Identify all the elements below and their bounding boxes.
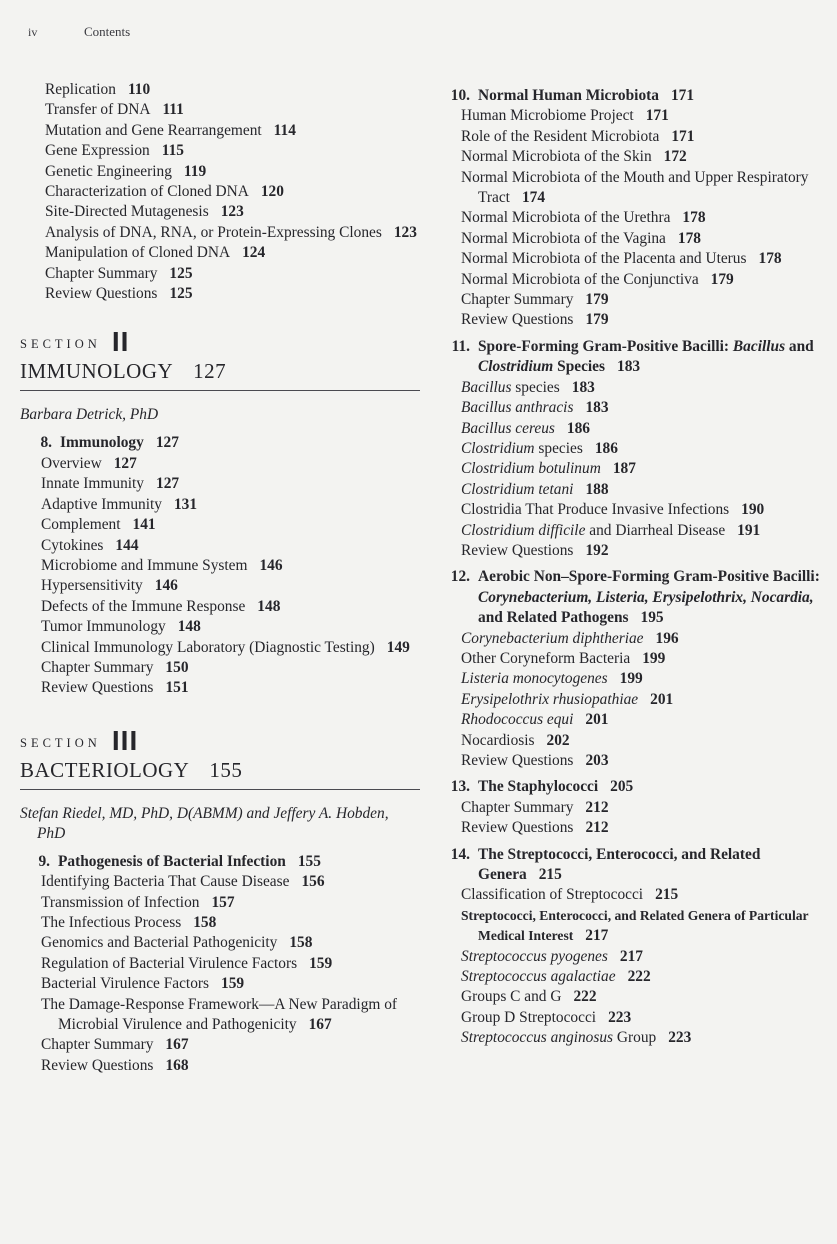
entry-page: 186 — [566, 419, 590, 437]
section-2-label: SECTION II — [20, 326, 130, 358]
entry-page: 178 — [682, 209, 706, 227]
entry-page: 179 — [585, 311, 609, 329]
toc-entry[interactable] — [41, 995, 420, 1036]
entry-title: Normal Microbiota of the Mouth and Upper Respiratory Tract — [461, 168, 809, 207]
section-3-label: SECTION III — [20, 724, 139, 756]
toc-entry[interactable] — [41, 933, 420, 953]
entry-title: Clinical Immunology Laboratory (Diagnostic Testing) — [41, 638, 375, 656]
entry-page: 179 — [585, 291, 609, 309]
entry-title-italic: Streptococcus pyogenes — [461, 947, 608, 965]
right-column — [440, 86, 825, 1049]
chapter-10-entries — [423, 106, 825, 330]
entry-page: 179 — [710, 270, 734, 288]
entry-title: Group — [613, 1029, 657, 1047]
toc-entry[interactable] — [41, 1035, 420, 1055]
entry-page: 178 — [758, 250, 782, 268]
toc-entry[interactable] — [461, 419, 825, 439]
entry-title-italic: Clostridium botulinum — [461, 460, 601, 478]
toc-entry[interactable] — [461, 1028, 825, 1048]
toc-entry[interactable] — [461, 649, 825, 669]
toc-entry[interactable] — [461, 439, 825, 459]
chapter-9-entries — [3, 872, 420, 1076]
entry-title: Normal Microbiota of the Urethra — [461, 209, 671, 227]
entry-page: 123 — [393, 223, 417, 241]
entry-title: Genomics and Bacterial Pathogenicity — [41, 934, 278, 952]
entry-title: Adaptive Immunity — [41, 495, 162, 513]
toc-entry[interactable] — [45, 100, 420, 120]
toc-entry[interactable] — [461, 249, 825, 269]
entry-title: Microbiome and Immune System — [41, 556, 248, 574]
entry-title-italic: Erysipelothrix rhusiopathiae — [461, 690, 639, 708]
running-title: Contents — [84, 24, 131, 39]
entry-page: 178 — [677, 229, 701, 247]
entry-title: Defects of the Immune Response — [41, 597, 246, 615]
toc-entry[interactable] — [461, 500, 825, 520]
page-number: iv — [28, 25, 38, 39]
entry-title: Transmission of Infection — [41, 893, 200, 911]
entry-page: 190 — [741, 501, 765, 519]
entry-title: Genetic Engineering — [45, 162, 172, 180]
entry-page: 187 — [612, 460, 636, 478]
section-2-title: IMMUNOLOGY 127 — [20, 358, 420, 391]
toc-entry[interactable] — [41, 678, 420, 698]
entry-title-italic: Rhodococcus equi — [461, 711, 574, 729]
toc-entry[interactable] — [41, 576, 420, 596]
entry-page: 167 — [165, 1036, 189, 1054]
toc-entry[interactable] — [461, 127, 825, 147]
section-3-author: Stefan Riedel, MD, PhD, D(ABMM) and Jeffery A. Hobden, PhD — [20, 804, 389, 842]
entry-page: 131 — [173, 495, 198, 513]
entry-title: Review Questions — [45, 285, 158, 303]
entry-page: 119 — [183, 162, 207, 180]
entry-title: Bacterial Virulence Factors — [41, 975, 210, 993]
entry-title: Overview — [41, 454, 102, 472]
entry-page: 215 — [655, 886, 679, 904]
entry-page: 111 — [162, 101, 184, 119]
entry-page: 149 — [386, 638, 410, 656]
entry-title: Review Questions — [461, 819, 574, 837]
entry-page: 212 — [585, 819, 609, 837]
entry-page: 157 — [211, 893, 235, 911]
toc-entry[interactable] — [461, 229, 825, 249]
entry-page: 196 — [655, 629, 679, 647]
toc-entry[interactable] — [461, 459, 825, 479]
toc-entry[interactable] — [461, 541, 825, 561]
entry-title: Innate Immunity — [41, 475, 145, 493]
toc-entry[interactable] — [45, 223, 420, 243]
toc-entry[interactable] — [45, 141, 420, 161]
toc-entry[interactable] — [461, 398, 825, 418]
entry-title-italic: Streptococcus anginosus — [461, 1029, 614, 1047]
entry-title: Groups C and G — [461, 988, 562, 1006]
toc-entry[interactable] — [41, 638, 420, 658]
entry-page: 222 — [627, 968, 651, 986]
entry-title: Characterization of Cloned DNA — [45, 183, 249, 201]
left-column — [20, 80, 420, 1076]
entry-page: 199 — [642, 649, 666, 667]
entry-page: 120 — [260, 183, 284, 201]
toc-entry[interactable] — [461, 378, 825, 398]
chapter-9-heading[interactable]: 9. Pathogenesis of Bacterial Infection 155 — [38, 852, 321, 870]
entry-page: 203 — [585, 752, 609, 769]
toc-entry[interactable] — [461, 629, 825, 649]
entry-title-italic: Bacillus — [461, 378, 512, 396]
entry-title: species — [534, 439, 583, 457]
entry-page: 223 — [608, 1008, 632, 1026]
entry-title: species — [511, 378, 560, 396]
entry-title-italic: Streptococcus agalactiae — [461, 968, 616, 986]
entry-title-italic: Clostridium — [461, 439, 535, 457]
chapter-13-heading[interactable]: 13. The Staphylococci 205 — [450, 778, 634, 796]
entry-page: 148 — [177, 618, 201, 636]
toc-entry[interactable] — [41, 474, 420, 494]
toc-entry[interactable] — [461, 690, 825, 710]
entry-page: 222 — [573, 988, 597, 1006]
entry-page: 168 — [165, 1056, 189, 1074]
toc-entry[interactable] — [45, 121, 420, 141]
entry-page: 146 — [154, 577, 178, 595]
entry-page: 148 — [257, 597, 281, 615]
entry-title: Classification of Streptococci — [461, 886, 644, 904]
toc-entry[interactable] — [461, 885, 825, 905]
toc-entry[interactable] — [45, 284, 420, 304]
entry-title: Group D Streptococci — [461, 1008, 597, 1026]
toc-entry[interactable] — [461, 818, 825, 838]
toc-entry[interactable] — [41, 1056, 420, 1076]
entry-page: 183 — [571, 378, 595, 396]
toc-entry[interactable] — [41, 495, 420, 515]
entry-title: Chapter Summary — [461, 798, 574, 816]
entry-page: 125 — [169, 285, 193, 303]
toc-entry[interactable] — [41, 658, 420, 678]
entry-page: 124 — [242, 244, 266, 262]
running-head — [28, 24, 130, 40]
toc-entry[interactable] — [45, 264, 420, 284]
toc-entry[interactable] — [461, 751, 825, 771]
entry-title-italic: Corynebacterium diphtheriae — [461, 629, 644, 647]
entry-title: Chapter Summary — [45, 264, 158, 282]
entry-title-italic: Clostridium difficile — [461, 521, 586, 539]
entry-page: 151 — [165, 679, 189, 697]
entry-title: Tumor Immunology — [41, 618, 166, 636]
entry-title: Cytokines — [41, 536, 104, 554]
entry-title-italic: Clostridium tetani — [461, 480, 574, 498]
toc-entry[interactable] — [41, 556, 420, 576]
entry-title: Chapter Summary — [461, 291, 574, 309]
entry-page: 123 — [220, 203, 244, 221]
toc-entry[interactable] — [461, 480, 825, 500]
toc-entry[interactable] — [41, 515, 420, 535]
toc-entry[interactable] — [41, 536, 420, 556]
entry-page: 201 — [650, 690, 674, 708]
entry-page: 150 — [165, 658, 189, 676]
toc-entry[interactable] — [461, 710, 825, 730]
entry-page: 115 — [161, 142, 184, 160]
toc-entry[interactable] — [41, 872, 420, 892]
entry-title: Chapter Summary — [41, 1036, 154, 1054]
entry-page: 171 — [671, 127, 695, 145]
entry-title: Review Questions — [461, 752, 574, 769]
entry-page: 192 — [585, 541, 609, 559]
section-3-title: BACTERIOLOGY 155 — [20, 757, 420, 790]
toc-entry[interactable] — [461, 798, 825, 818]
toc-entry[interactable] — [461, 987, 825, 1007]
toc-entry[interactable] — [461, 106, 825, 126]
entry-title-italic: Bacillus anthracis — [461, 399, 574, 417]
entry-title: Review Questions — [461, 541, 574, 559]
toc-entry[interactable] — [461, 147, 825, 167]
entry-page: 212 — [585, 798, 609, 816]
toc-entry[interactable] — [461, 270, 825, 290]
entry-page: 110 — [127, 81, 151, 98]
entry-page: 202 — [546, 731, 570, 749]
entry-page: 125 — [169, 264, 193, 282]
toc-entry[interactable] — [41, 974, 420, 994]
entry-title: Transfer of DNA — [45, 101, 151, 119]
entry-title: Site-Directed Mutagenesis — [45, 203, 209, 221]
entry-title: Analysis of DNA, RNA, or Protein-Expressing Clones — [45, 223, 382, 241]
toc-entry[interactable] — [45, 162, 420, 182]
chapter-11-heading[interactable]: 11. Spore-Forming Gram-Positive Bacilli: Bacillus and Clostridium Species 183 — [451, 337, 814, 376]
entry-page: 141 — [132, 516, 156, 534]
entry-title: Gene Expression — [45, 142, 150, 160]
entry-title: Identifying Bacteria That Cause Disease — [41, 873, 290, 891]
toc-entry[interactable] — [45, 182, 420, 202]
toc-entry[interactable] — [461, 168, 825, 209]
entry-title: Human Microbiome Project — [461, 107, 634, 125]
entry-title: Role of the Resident Microbiota — [461, 127, 660, 145]
entry-page: 174 — [521, 189, 546, 207]
chapter-14-entries — [423, 885, 825, 1048]
entry-page: 159 — [221, 975, 245, 993]
entry-page: 191 — [737, 521, 761, 539]
entry-title: Normal Microbiota of the Vagina — [461, 229, 666, 247]
entry-title: Review Questions — [461, 311, 574, 329]
entry-title: Complement — [41, 516, 121, 534]
entry-page: 159 — [309, 954, 333, 972]
entry-page: 114 — [273, 121, 296, 139]
entry-title: The Damage-Response Framework—A New Paradigm of Microbial Virulence and Pathogenicity — [41, 995, 398, 1033]
entry-page: 201 — [585, 711, 609, 729]
entry-title: The Infectious Process — [41, 913, 182, 931]
toc-entry[interactable] — [41, 913, 420, 933]
chapter-12-entries — [423, 629, 825, 772]
toc-entry[interactable] — [45, 80, 420, 100]
entry-title: Normal Microbiota of the Placenta and Uterus — [461, 250, 747, 268]
entry-title: Mutation and Gene Rearrangement — [45, 121, 262, 139]
entry-page: 188 — [585, 480, 609, 498]
chapter-14-heading[interactable]: 14. The Streptococci, Enterococci, and Related Genera 215 — [450, 845, 761, 884]
entry-title: Other Coryneform Bacteria — [461, 649, 631, 667]
entry-title: Review Questions — [41, 679, 154, 697]
entry-title: Streptococci, Enterococci, and Related Genera of Particular Medical Interest — [461, 907, 809, 944]
entry-page: 158 — [193, 913, 217, 931]
toc-entry[interactable] — [461, 669, 825, 689]
toc-entry[interactable] — [461, 1008, 825, 1028]
entry-page: 217 — [585, 927, 609, 945]
chapter-10-heading[interactable]: 10. Normal Human Microbiota 171 — [450, 87, 695, 104]
entry-page: 199 — [619, 670, 643, 688]
toc-entry[interactable] — [461, 290, 825, 310]
toc-entry[interactable] — [461, 906, 825, 947]
chapter7-continued-entries — [3, 80, 420, 304]
entry-page: 171 — [645, 107, 669, 125]
entry-title: Normal Microbiota of the Conjunctiva — [461, 270, 699, 288]
toc-entry[interactable] — [461, 947, 825, 967]
entry-page: 156 — [301, 873, 325, 891]
entry-title: Chapter Summary — [41, 658, 154, 676]
section-2-author: Barbara Detrick, PhD — [20, 406, 159, 424]
entry-title: Clostridia That Produce Invasive Infections — [461, 501, 730, 519]
chapter-13-entries — [423, 798, 825, 839]
toc-entry[interactable] — [41, 954, 420, 974]
entry-page: 186 — [594, 439, 618, 457]
entry-page: 223 — [668, 1029, 692, 1047]
entry-title: Normal Microbiota of the Skin — [461, 148, 652, 166]
entry-title-italic: Bacillus cereus — [461, 419, 555, 437]
entry-title: Regulation of Bacterial Virulence Factors — [41, 954, 298, 972]
chapter-11-entries — [423, 378, 825, 562]
entry-title: Hypersensitivity — [41, 577, 143, 595]
entry-page: 167 — [308, 1016, 332, 1033]
entry-title-italic: Listeria monocytogenes — [461, 670, 608, 688]
entry-title: Nocardiosis — [461, 731, 535, 749]
entry-page: 144 — [115, 536, 139, 554]
entry-title: and Diarrheal Disease — [585, 521, 726, 539]
toc-entry[interactable] — [41, 454, 420, 474]
chapter-8-entries — [3, 454, 420, 699]
toc-entry[interactable] — [41, 597, 420, 617]
entry-title: Review Questions — [41, 1056, 154, 1074]
toc-entry[interactable] — [461, 731, 825, 751]
toc-entry[interactable] — [461, 521, 825, 541]
entry-page: 158 — [289, 934, 313, 952]
toc-entry[interactable] — [45, 202, 420, 222]
entry-page: 127 — [156, 475, 180, 493]
chapter-8-heading[interactable]: 8. Immunology 127 — [40, 434, 179, 452]
entry-page: 217 — [619, 947, 643, 965]
toc-entry[interactable] — [461, 310, 825, 330]
entry-page: 172 — [663, 148, 687, 166]
toc-entry[interactable] — [45, 243, 420, 263]
toc-entry[interactable] — [461, 967, 825, 987]
entry-page: 146 — [259, 556, 283, 574]
toc-entry[interactable] — [461, 208, 825, 228]
chapter-12-heading[interactable]: 12. Aerobic Non–Spore-Forming Gram-Positive Bacilli: Corynebacterium, Listeria, Erysipelothrix, Nocardia, and Related Pathogens 195 — [450, 568, 820, 627]
entry-page: 183 — [585, 399, 609, 417]
entry-title: Manipulation of Cloned DNA — [45, 244, 231, 262]
entry-page: 127 — [113, 454, 137, 472]
toc-entry[interactable] — [41, 893, 420, 913]
toc-entry[interactable] — [41, 617, 420, 637]
entry-title: Replication — [45, 81, 116, 98]
